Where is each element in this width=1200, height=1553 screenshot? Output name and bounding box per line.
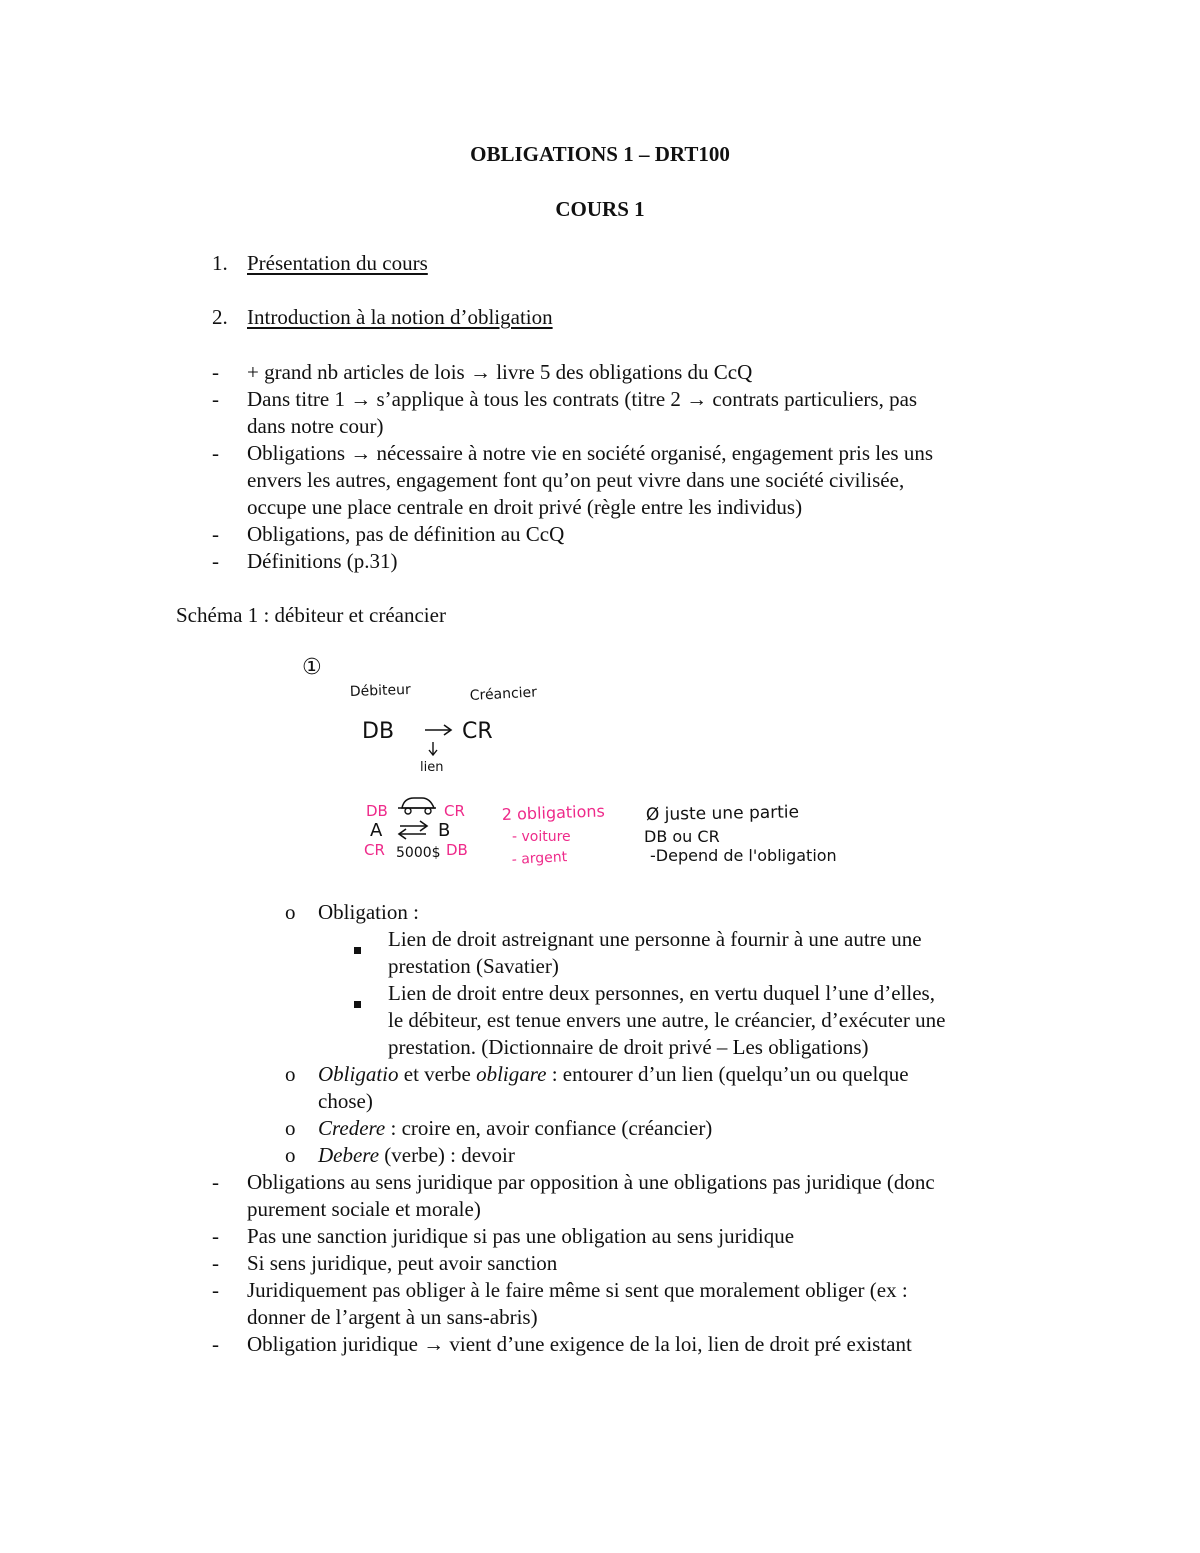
sketch-pink-cr-top: CR [444,802,465,820]
dash-bullet: - [212,1170,219,1194]
etymology-credere [318,1115,712,1142]
list-item-line: Juridiquement pas obliger à le faire même si sent que moralement obliger (ex : [247,1278,908,1302]
list-item-line: donner de l’argent à un sans-abris) [247,1305,538,1329]
dash-bullet: - [212,387,219,411]
etymology-text: : entourer d’un lien (quelqu’un ou quelque [546,1062,909,1086]
square-bullet [354,988,361,1015]
definition-line: Lien de droit entre deux personnes, en vertu duquel l’une d’elles, [388,981,935,1005]
circle-bullet: o [285,1062,296,1086]
list-item-line: Définitions (p.31) [247,549,398,573]
sketch-a: A [370,820,383,841]
list-item-line: Obligations → nécessaire à notre vie en société organisé, engagement pris les uns [247,441,933,465]
section-number: 2. [212,305,228,329]
dash-bullet: - [212,1278,219,1302]
car-icon [398,798,436,814]
section-heading-presentation: Présentation du cours [247,251,428,275]
sketch-arrow-right [425,725,451,735]
list-item-line: Dans titre 1 → s’applique à tous les contrats (titre 2 → contrats particuliers, pas [247,387,918,411]
schema-label: Schéma 1 : débiteur et créancier [176,603,446,627]
list-item-line: dans notre cour) [247,414,384,438]
sketch-voiture: - voiture [512,829,571,845]
dash-bullet: - [212,1224,219,1248]
definition-line: prestation (Savatier) [388,954,559,978]
list-item-line: Pas une sanction juridique si pas une obligation au sens juridique [247,1224,795,1248]
list-item-line: Obligations, pas de définition au CcQ [247,522,565,546]
sketch-cr: CR [462,719,493,744]
obligation-label: Obligation : [318,900,419,924]
dash-bullet: - [212,441,219,465]
latin-term: Credere [318,1116,386,1140]
latin-term: Debere [318,1143,380,1167]
definition-line: prestation. (Dictionnaire de droit privé – Les obligations) [388,1035,869,1059]
sketch-money: 5000$ [396,845,441,861]
definition-line: le débiteur, est tenue envers une autre, le créancier, d’exécuter une [388,1008,946,1032]
list-item-line: Si sens juridique, peut avoir sanction [247,1251,558,1275]
dash-bullet: - [212,522,219,546]
section-number: 1. [212,251,228,275]
etymology-debere [318,1142,515,1169]
sketch-pink-db-top: DB [366,802,388,820]
circle-bullet: o [285,1143,296,1167]
list-item-line: + grand nb articles de lois → livre 5 des obligations du CcQ [247,360,753,384]
course-subtitle: COURS 1 [555,197,645,221]
sketch-arrow-down [429,742,437,755]
list-item-line: envers les autres, engagement font qu’on peut vivre dans une société civilisée, [247,468,905,492]
etymology-obligatio [318,1061,909,1088]
list-item-line: Obligation juridique → vient d’une exigence de la loi, lien de droit pré existant [247,1332,912,1356]
sketch-label-creancier: Créancier [469,684,538,704]
document-title: OBLIGATIONS 1 – DRT100 [470,142,730,166]
handwritten-sketch [290,648,910,878]
latin-term: Obligatio [318,1062,399,1086]
sketch-pink-cr-bottom: CR [364,841,385,859]
list-item-line: Obligations au sens juridique par opposition à une obligations pas juridique (donc [247,1170,935,1194]
dash-bullet: - [212,1251,219,1275]
sketch-b: B [438,820,451,841]
list-item-line: purement sociale et morale) [247,1197,481,1221]
definition-line: Lien de droit astreignant une personne à fournir à une autre une [388,927,922,951]
latin-term: obligare [476,1062,547,1086]
square-bullet [354,934,361,961]
etymology-line: chose) [318,1089,373,1113]
connector-text: et verbe [398,1062,477,1086]
sketch-note-depend: -Depend de l'obligation [650,846,837,865]
section-heading-introduction: Introduction à la notion d’obligation [247,305,553,329]
dash-bullet: - [212,1332,219,1356]
etymology-text: (verbe) : devoir [379,1143,515,1167]
sketch-argent: - argent [511,849,568,868]
sketch-db: DB [362,719,395,744]
sketch-two-obligations: 2 obligations [501,801,606,824]
dash-bullet: - [212,360,219,384]
list-item-line: occupe une place centrale en droit privé (règle entre les individus) [247,495,803,519]
sketch-pink-db-bottom: DB [446,841,468,859]
sketch-note-partie: Ø juste une partie [645,802,800,825]
circle-bullet: o [285,900,296,924]
sketch-note-db-cr: DB ou CR [644,827,720,846]
sketch-lien: lien [420,760,444,775]
dash-bullet: - [212,549,219,573]
exchange-arrows-icon [399,821,427,839]
circle-bullet: o [285,1116,296,1140]
sketch-number: ① [302,655,322,680]
sketch-label-debiteur: Débiteur [349,681,412,700]
etymology-text: : croire en, avoir confiance (créancier) [385,1116,713,1140]
